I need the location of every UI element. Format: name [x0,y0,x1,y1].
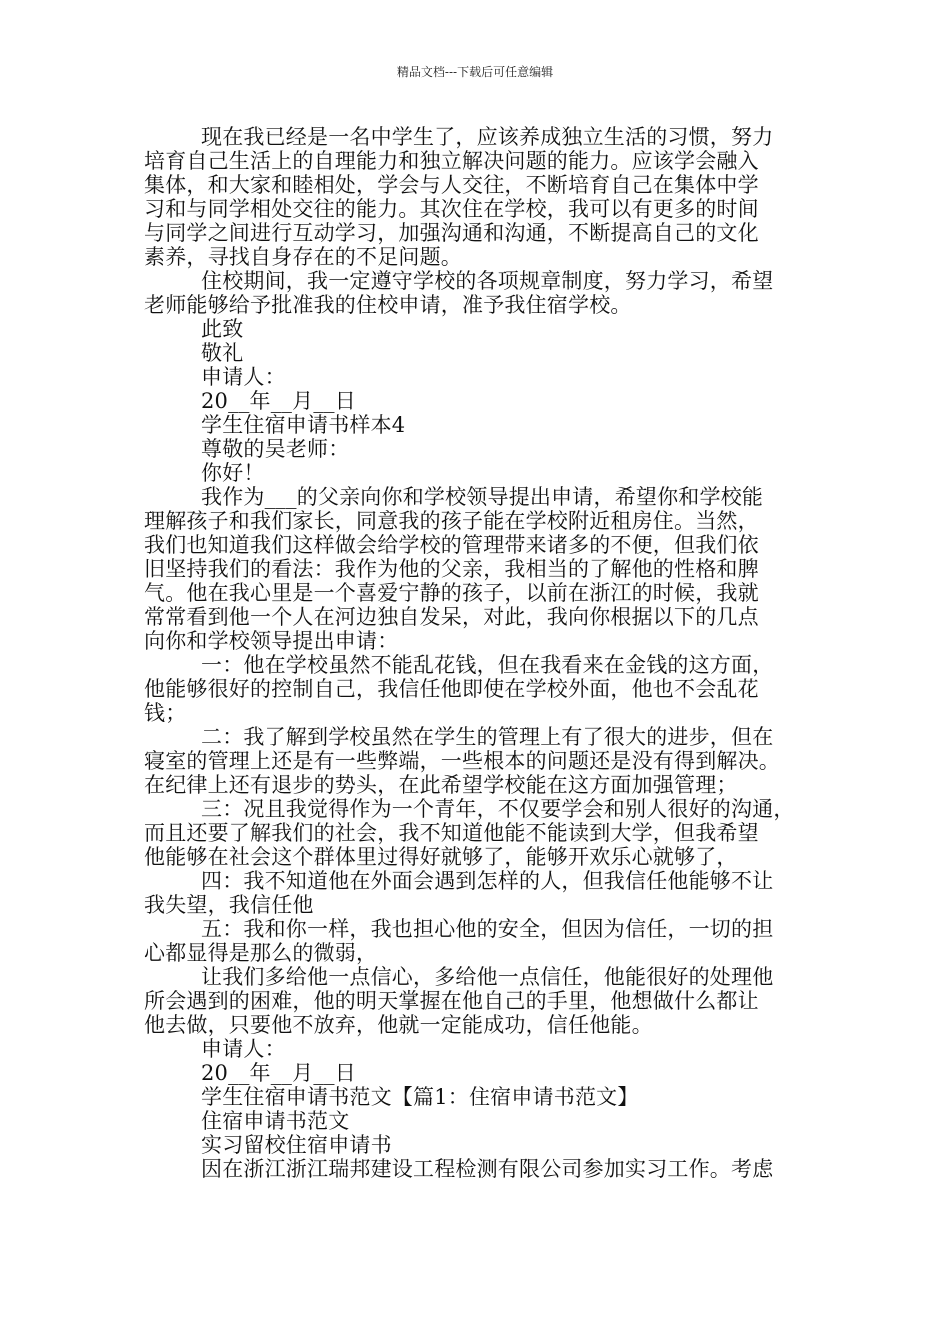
text-line: 我作为___的父亲向你和学校领导提出申请，希望你和学校能 [201,485,764,509]
text-line: 与同学之间进行互动学习，加强沟通和沟通，不断提高自己的文化 [144,221,759,245]
text-line: 旧坚持我们的看法：我作为他的父亲，我相当的了解他的性格和脾 [144,557,759,581]
text-line: 住校期间，我一定遵守学校的各项规章制度，努力学习，希望 [201,269,774,293]
text-line: 习和与同学相处交往的能力。其次住在学校，我可以有更多的时间 [144,197,759,221]
text-line: 20__年__月__日 [201,389,356,413]
text-line: 向你和学校领导提出申请： [144,629,399,653]
text-line: 五：我和你一样，我也担心他的安全，但因为信任，一切的担 [201,917,774,941]
text-line: 我失望，我信任他 [144,893,314,917]
text-line: 我们也知道我们这样做会给学校的管理带来诸多的不便，但我们依 [144,533,759,557]
text-line: 所会遇到的困难，他的明天掌握在他自己的手里，他想做什么都让 [144,989,759,1013]
text-line: 敬礼 [201,341,244,365]
text-line: 老师能够给予批准我的住校申请，准予我住宿学校。 [144,293,632,317]
text-line: 因在浙江浙江瑞邦建设工程检测有限公司参加实习工作。考虑 [201,1157,774,1181]
text-line: 实习留校住宿申请书 [201,1133,392,1157]
text-line: 素养，寻找自身存在的不足问题。 [144,245,462,269]
page-header: 精品文档---下载后可任意编辑 [396,65,554,79]
text-line: 申请人： [201,365,286,389]
text-line: 培育自己生活上的自理能力和独立解决问题的能力。应该学会融入 [144,149,759,173]
text-line: 让我们多给他一点信心，多给他一点信任，他能很好的处理他 [201,965,774,989]
text-line: 学生住宿申请书范文【篇1：住宿申请书范文】 [201,1085,639,1109]
text-line: 四：我不知道他在外面会遇到怎样的人，但我信任他能够不让 [201,869,774,893]
text-line: 气。他在我心里是一个喜爱宁静的孩子，以前在浙江的时候，我就 [144,581,759,605]
text-line: 申请人： [201,1037,286,1061]
text-line: 他去做，只要他不放弃，他就一定能成功，信任他能。 [144,1013,653,1037]
text-line: 寝室的管理上还是有一些弊端，一些根本的问题还是没有得到解决。 [144,749,780,773]
text-line: 学生住宿申请书样本4 [201,413,406,437]
text-line: 他能够在社会这个群体里过得好就够了，能够开欢乐心就够了， [144,845,738,869]
text-line: 此致 [201,317,244,341]
text-line: 20__年__月__日 [201,1061,356,1085]
text-line: 在纪律上还有退步的势头，在此希望学校能在这方面加强管理； [144,773,738,797]
text-line: 而且还要了解我们的社会，我不知道他能不能读到大学，但我希望 [144,821,759,845]
text-line: 心都显得是那么的微弱， [144,941,378,965]
text-line: 住宿申请书范文 [201,1109,350,1133]
text-line: 尊敬的吴老师： [201,437,350,461]
text-line: 理解孩子和我们家长，同意我的孩子能在学校附近租房住。当然， [144,509,759,533]
text-line: 二：我了解到学校虽然在学生的管理上有了很大的进步，但在 [201,725,774,749]
text-line: 他能够很好的控制自己，我信任他即使在学校外面，他也不会乱花 [144,677,759,701]
text-line: 一：他在学校虽然不能乱花钱，但在我看来在金钱的这方面， [201,653,774,677]
text-line: 三：况且我觉得作为一个青年，不仅要学会和别人很好的沟通， [201,797,795,821]
document-body [144,125,824,1181]
text-line: 现在我已经是一名中学生了，应该养成独立生活的习惯，努力 [201,125,774,149]
text-line: 钱； [144,701,187,725]
text-line: 常常看到他一个人在河边独自发呆，对此，我向你根据以下的几点 [144,605,759,629]
text-line: 集体，和大家和睦相处，学会与人交往，不断培育自己在集体中学 [144,173,759,197]
text-line: 你好！ [201,461,265,485]
